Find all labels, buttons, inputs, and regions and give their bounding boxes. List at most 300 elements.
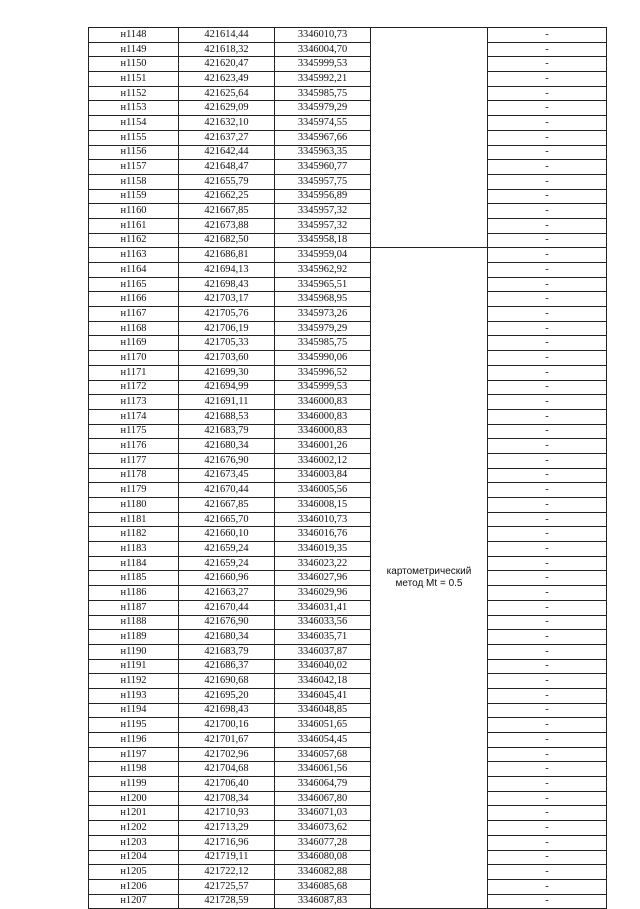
- x-coordinate-cell: 421623,49: [179, 72, 275, 87]
- point-id-cell: н1190: [89, 644, 179, 659]
- x-coordinate-cell: 421659,24: [179, 556, 275, 571]
- point-id-cell: н1163: [89, 248, 179, 263]
- y-coordinate-cell: 3346005,56: [275, 483, 371, 498]
- table-row: [89, 130, 607, 145]
- table-row: [89, 174, 607, 189]
- table-row: [89, 468, 607, 483]
- point-id-cell: н1183: [89, 542, 179, 557]
- point-id-cell: н1170: [89, 351, 179, 366]
- y-coordinate-cell: 3346040,02: [275, 659, 371, 674]
- point-id-cell: н1202: [89, 821, 179, 836]
- table-row: [89, 791, 607, 806]
- x-coordinate-cell: 421719,11: [179, 850, 275, 865]
- accuracy-dash-cell: -: [488, 174, 607, 189]
- point-id-cell: н1161: [89, 218, 179, 233]
- point-id-cell: н1184: [89, 556, 179, 571]
- x-coordinate-cell: 421686,37: [179, 659, 275, 674]
- accuracy-dash-cell: -: [488, 116, 607, 131]
- x-coordinate-cell: 421655,79: [179, 174, 275, 189]
- x-coordinate-cell: 421680,34: [179, 439, 275, 454]
- y-coordinate-cell: 3346002,12: [275, 453, 371, 468]
- accuracy-dash-cell: -: [488, 674, 607, 689]
- x-coordinate-cell: 421705,76: [179, 307, 275, 322]
- y-coordinate-cell: 3345979,29: [275, 101, 371, 116]
- table-row: [89, 336, 607, 351]
- x-coordinate-cell: 421680,34: [179, 630, 275, 645]
- y-coordinate-cell: 3346071,03: [275, 806, 371, 821]
- point-id-cell: н1159: [89, 189, 179, 204]
- point-id-cell: н1195: [89, 718, 179, 733]
- point-id-cell: н1206: [89, 879, 179, 894]
- y-coordinate-cell: 3345973,26: [275, 307, 371, 322]
- accuracy-dash-cell: -: [488, 101, 607, 116]
- x-coordinate-cell: 421637,27: [179, 130, 275, 145]
- y-coordinate-cell: 3345965,51: [275, 277, 371, 292]
- x-coordinate-cell: 421618,32: [179, 42, 275, 57]
- x-coordinate-cell: 421670,44: [179, 600, 275, 615]
- y-coordinate-cell: 3345963,35: [275, 145, 371, 160]
- accuracy-dash-cell: -: [488, 204, 607, 219]
- accuracy-dash-cell: -: [488, 28, 607, 43]
- accuracy-dash-cell: -: [488, 439, 607, 454]
- accuracy-dash-cell: -: [488, 527, 607, 542]
- point-id-cell: н1192: [89, 674, 179, 689]
- point-id-cell: н1160: [89, 204, 179, 219]
- accuracy-dash-cell: -: [488, 571, 607, 586]
- x-coordinate-cell: 421708,34: [179, 791, 275, 806]
- y-coordinate-cell: 3346082,88: [275, 865, 371, 880]
- point-id-cell: н1189: [89, 630, 179, 645]
- y-coordinate-cell: 3345979,29: [275, 321, 371, 336]
- x-coordinate-cell: 421725,57: [179, 879, 275, 894]
- y-coordinate-cell: 3346029,96: [275, 586, 371, 601]
- accuracy-dash-cell: -: [488, 380, 607, 395]
- x-coordinate-cell: 421722,12: [179, 865, 275, 880]
- accuracy-dash-cell: -: [488, 365, 607, 380]
- accuracy-dash-cell: -: [488, 468, 607, 483]
- accuracy-dash-cell: -: [488, 395, 607, 410]
- y-coordinate-cell: 3346027,96: [275, 571, 371, 586]
- table-row: [89, 777, 607, 792]
- point-id-cell: н1198: [89, 762, 179, 777]
- table-row: [89, 762, 607, 777]
- table-row: [89, 409, 607, 424]
- table-row: [89, 850, 607, 865]
- x-coordinate-cell: 421713,29: [179, 821, 275, 836]
- table-row: [89, 160, 607, 175]
- point-id-cell: н1157: [89, 160, 179, 175]
- x-coordinate-cell: 421698,43: [179, 703, 275, 718]
- x-coordinate-cell: 421706,40: [179, 777, 275, 792]
- point-id-cell: н1197: [89, 747, 179, 762]
- y-coordinate-cell: 3346051,65: [275, 718, 371, 733]
- point-id-cell: н1194: [89, 703, 179, 718]
- accuracy-dash-cell: -: [488, 615, 607, 630]
- y-coordinate-cell: 3345992,21: [275, 72, 371, 87]
- y-coordinate-cell: 3346087,83: [275, 894, 371, 909]
- table-row: [89, 116, 607, 131]
- x-coordinate-cell: 421700,16: [179, 718, 275, 733]
- y-coordinate-cell: 3345957,75: [275, 174, 371, 189]
- point-id-cell: н1204: [89, 850, 179, 865]
- accuracy-dash-cell: -: [488, 542, 607, 557]
- x-coordinate-cell: 421670,44: [179, 483, 275, 498]
- table-row: [89, 688, 607, 703]
- point-id-cell: н1188: [89, 615, 179, 630]
- y-coordinate-cell: 3346016,76: [275, 527, 371, 542]
- y-coordinate-cell: 3346067,80: [275, 791, 371, 806]
- table-row: [89, 542, 607, 557]
- x-coordinate-cell: 421702,96: [179, 747, 275, 762]
- point-id-cell: н1173: [89, 395, 179, 410]
- point-id-cell: н1164: [89, 263, 179, 278]
- y-coordinate-cell: 3345974,55: [275, 116, 371, 131]
- accuracy-dash-cell: -: [488, 483, 607, 498]
- accuracy-dash-cell: -: [488, 630, 607, 645]
- table-row: [89, 527, 607, 542]
- y-coordinate-cell: 3345985,75: [275, 86, 371, 101]
- table-row: [89, 277, 607, 292]
- point-id-cell: н1182: [89, 527, 179, 542]
- point-id-cell: н1162: [89, 233, 179, 248]
- x-coordinate-cell: 421673,45: [179, 468, 275, 483]
- table-row: [89, 101, 607, 116]
- accuracy-dash-cell: -: [488, 277, 607, 292]
- x-coordinate-cell: 421710,93: [179, 806, 275, 821]
- y-coordinate-cell: 3346057,68: [275, 747, 371, 762]
- table-row: [89, 218, 607, 233]
- accuracy-dash-cell: -: [488, 821, 607, 836]
- table-row: [89, 879, 607, 894]
- table-row: [89, 674, 607, 689]
- point-id-cell: н1168: [89, 321, 179, 336]
- table-row: [89, 586, 607, 601]
- point-id-cell: н1152: [89, 86, 179, 101]
- table-row: [89, 498, 607, 513]
- x-coordinate-cell: 421663,27: [179, 586, 275, 601]
- y-coordinate-cell: 3346048,85: [275, 703, 371, 718]
- table-row: [89, 57, 607, 72]
- y-coordinate-cell: 3345990,06: [275, 351, 371, 366]
- x-coordinate-cell: 421694,99: [179, 380, 275, 395]
- accuracy-dash-cell: -: [488, 424, 607, 439]
- y-coordinate-cell: 3346064,79: [275, 777, 371, 792]
- x-coordinate-cell: 421716,96: [179, 835, 275, 850]
- x-coordinate-cell: 421704,68: [179, 762, 275, 777]
- table-row: [89, 321, 607, 336]
- table-row: [89, 483, 607, 498]
- y-coordinate-cell: 3346045,41: [275, 688, 371, 703]
- y-coordinate-cell: 3346037,87: [275, 644, 371, 659]
- point-id-cell: н1191: [89, 659, 179, 674]
- table-row: [89, 248, 607, 263]
- table-row: [89, 835, 607, 850]
- accuracy-dash-cell: -: [488, 600, 607, 615]
- table-row: [89, 615, 607, 630]
- x-coordinate-cell: 421683,79: [179, 644, 275, 659]
- accuracy-dash-cell: -: [488, 130, 607, 145]
- point-id-cell: н1199: [89, 777, 179, 792]
- table-row: [89, 600, 607, 615]
- table-row: [89, 351, 607, 366]
- table-row: [89, 512, 607, 527]
- coordinates-table: [88, 27, 607, 909]
- x-coordinate-cell: 421625,64: [179, 86, 275, 101]
- x-coordinate-cell: 421614,44: [179, 28, 275, 43]
- table-row: [89, 424, 607, 439]
- table-row: [89, 292, 607, 307]
- table-row: [89, 365, 607, 380]
- point-id-cell: н1155: [89, 130, 179, 145]
- y-coordinate-cell: 3345999,53: [275, 57, 371, 72]
- x-coordinate-cell: 421629,09: [179, 101, 275, 116]
- point-id-cell: н1174: [89, 409, 179, 424]
- point-id-cell: н1185: [89, 571, 179, 586]
- y-coordinate-cell: 3346010,73: [275, 28, 371, 43]
- y-coordinate-cell: 3346010,73: [275, 512, 371, 527]
- point-id-cell: н1150: [89, 57, 179, 72]
- table-row: [89, 556, 607, 571]
- x-coordinate-cell: 421660,96: [179, 571, 275, 586]
- accuracy-dash-cell: -: [488, 556, 607, 571]
- x-coordinate-cell: 421642,44: [179, 145, 275, 160]
- y-coordinate-cell: 3345967,66: [275, 130, 371, 145]
- table-row: [89, 72, 607, 87]
- point-id-cell: н1153: [89, 101, 179, 116]
- table-row: [89, 189, 607, 204]
- table-row: [89, 644, 607, 659]
- table-row: [89, 395, 607, 410]
- point-id-cell: н1178: [89, 468, 179, 483]
- x-coordinate-cell: 421659,24: [179, 542, 275, 557]
- x-coordinate-cell: 421660,10: [179, 527, 275, 542]
- method-cell: [371, 28, 488, 248]
- x-coordinate-cell: 421648,47: [179, 160, 275, 175]
- accuracy-dash-cell: -: [488, 865, 607, 880]
- x-coordinate-cell: 421698,43: [179, 277, 275, 292]
- table-row: [89, 718, 607, 733]
- accuracy-dash-cell: -: [488, 263, 607, 278]
- accuracy-dash-cell: -: [488, 791, 607, 806]
- y-coordinate-cell: 3346035,71: [275, 630, 371, 645]
- accuracy-dash-cell: -: [488, 777, 607, 792]
- accuracy-dash-cell: -: [488, 292, 607, 307]
- table-row: [89, 28, 607, 43]
- accuracy-dash-cell: -: [488, 512, 607, 527]
- table-row: [89, 439, 607, 454]
- accuracy-dash-cell: -: [488, 72, 607, 87]
- y-coordinate-cell: 3345958,18: [275, 233, 371, 248]
- point-id-cell: н1176: [89, 439, 179, 454]
- y-coordinate-cell: 3346042,18: [275, 674, 371, 689]
- accuracy-dash-cell: -: [488, 762, 607, 777]
- table-row: [89, 263, 607, 278]
- point-id-cell: н1171: [89, 365, 179, 380]
- table-row: [89, 747, 607, 762]
- x-coordinate-cell: 421695,20: [179, 688, 275, 703]
- point-id-cell: н1205: [89, 865, 179, 880]
- accuracy-dash-cell: -: [488, 86, 607, 101]
- x-coordinate-cell: 421690,68: [179, 674, 275, 689]
- accuracy-dash-cell: -: [488, 409, 607, 424]
- y-coordinate-cell: 3346008,15: [275, 498, 371, 513]
- x-coordinate-cell: 421676,90: [179, 453, 275, 468]
- coordinates-table-body: [89, 28, 607, 909]
- x-coordinate-cell: 421699,30: [179, 365, 275, 380]
- table-row: [89, 453, 607, 468]
- accuracy-dash-cell: -: [488, 718, 607, 733]
- x-coordinate-cell: 421676,90: [179, 615, 275, 630]
- x-coordinate-cell: 421706,19: [179, 321, 275, 336]
- point-id-cell: н1207: [89, 894, 179, 909]
- accuracy-dash-cell: -: [488, 498, 607, 513]
- point-id-cell: н1179: [89, 483, 179, 498]
- point-id-cell: н1177: [89, 453, 179, 468]
- y-coordinate-cell: 3346080,08: [275, 850, 371, 865]
- accuracy-dash-cell: -: [488, 57, 607, 72]
- accuracy-dash-cell: -: [488, 351, 607, 366]
- x-coordinate-cell: 421694,13: [179, 263, 275, 278]
- x-coordinate-cell: 421667,85: [179, 498, 275, 513]
- y-coordinate-cell: 3346001,26: [275, 439, 371, 454]
- accuracy-dash-cell: -: [488, 747, 607, 762]
- y-coordinate-cell: 3346033,56: [275, 615, 371, 630]
- accuracy-dash-cell: -: [488, 879, 607, 894]
- table-row: [89, 86, 607, 101]
- accuracy-dash-cell: -: [488, 160, 607, 175]
- accuracy-dash-cell: -: [488, 688, 607, 703]
- x-coordinate-cell: 421703,60: [179, 351, 275, 366]
- point-id-cell: н1167: [89, 307, 179, 322]
- x-coordinate-cell: 421705,33: [179, 336, 275, 351]
- table-row: [89, 821, 607, 836]
- table-row: [89, 42, 607, 57]
- accuracy-dash-cell: -: [488, 850, 607, 865]
- point-id-cell: н1166: [89, 292, 179, 307]
- accuracy-dash-cell: -: [488, 644, 607, 659]
- x-coordinate-cell: 421703,17: [179, 292, 275, 307]
- point-id-cell: н1180: [89, 498, 179, 513]
- x-coordinate-cell: 421683,79: [179, 424, 275, 439]
- table-row: [89, 865, 607, 880]
- y-coordinate-cell: 3345985,75: [275, 336, 371, 351]
- y-coordinate-cell: 3346000,83: [275, 409, 371, 424]
- accuracy-dash-cell: -: [488, 733, 607, 748]
- y-coordinate-cell: 3346000,83: [275, 395, 371, 410]
- point-id-cell: н1151: [89, 72, 179, 87]
- point-id-cell: н1196: [89, 733, 179, 748]
- x-coordinate-cell: 421632,10: [179, 116, 275, 131]
- x-coordinate-cell: 421662,25: [179, 189, 275, 204]
- point-id-cell: н1149: [89, 42, 179, 57]
- point-id-cell: н1169: [89, 336, 179, 351]
- y-coordinate-cell: 3346023,22: [275, 556, 371, 571]
- accuracy-dash-cell: -: [488, 659, 607, 674]
- table-row: [89, 659, 607, 674]
- y-coordinate-cell: 3346019,35: [275, 542, 371, 557]
- x-coordinate-cell: 421673,88: [179, 218, 275, 233]
- table-row: [89, 806, 607, 821]
- point-id-cell: н1186: [89, 586, 179, 601]
- point-id-cell: н1187: [89, 600, 179, 615]
- x-coordinate-cell: 421620,47: [179, 57, 275, 72]
- y-coordinate-cell: 3346004,70: [275, 42, 371, 57]
- point-id-cell: н1200: [89, 791, 179, 806]
- y-coordinate-cell: 3346085,68: [275, 879, 371, 894]
- table-row: [89, 571, 607, 586]
- point-id-cell: н1148: [89, 28, 179, 43]
- accuracy-dash-cell: -: [488, 894, 607, 909]
- y-coordinate-cell: 3346003,84: [275, 468, 371, 483]
- y-coordinate-cell: 3346054,45: [275, 733, 371, 748]
- y-coordinate-cell: 3345957,32: [275, 218, 371, 233]
- y-coordinate-cell: 3345956,89: [275, 189, 371, 204]
- table-row: [89, 145, 607, 160]
- point-id-cell: н1175: [89, 424, 179, 439]
- accuracy-dash-cell: -: [488, 703, 607, 718]
- y-coordinate-cell: 3346000,83: [275, 424, 371, 439]
- x-coordinate-cell: 421691,11: [179, 395, 275, 410]
- point-id-cell: н1158: [89, 174, 179, 189]
- table-row: [89, 380, 607, 395]
- point-id-cell: н1165: [89, 277, 179, 292]
- point-id-cell: н1193: [89, 688, 179, 703]
- accuracy-dash-cell: -: [488, 806, 607, 821]
- y-coordinate-cell: 3346031,41: [275, 600, 371, 615]
- y-coordinate-cell: 3345999,53: [275, 380, 371, 395]
- table-row: [89, 204, 607, 219]
- point-id-cell: н1181: [89, 512, 179, 527]
- accuracy-dash-cell: -: [488, 248, 607, 263]
- y-coordinate-cell: 3346073,62: [275, 821, 371, 836]
- y-coordinate-cell: 3345996,52: [275, 365, 371, 380]
- table-row: [89, 630, 607, 645]
- table-row: [89, 307, 607, 322]
- point-id-cell: н1156: [89, 145, 179, 160]
- y-coordinate-cell: 3345962,92: [275, 263, 371, 278]
- table-row: [89, 894, 607, 909]
- x-coordinate-cell: 421665,70: [179, 512, 275, 527]
- accuracy-dash-cell: -: [488, 336, 607, 351]
- table-row: [89, 703, 607, 718]
- table-row: [89, 733, 607, 748]
- x-coordinate-cell: 421728,59: [179, 894, 275, 909]
- accuracy-dash-cell: -: [488, 453, 607, 468]
- x-coordinate-cell: 421667,85: [179, 204, 275, 219]
- accuracy-dash-cell: -: [488, 307, 607, 322]
- accuracy-dash-cell: -: [488, 835, 607, 850]
- point-id-cell: н1203: [89, 835, 179, 850]
- x-coordinate-cell: 421682,50: [179, 233, 275, 248]
- accuracy-dash-cell: -: [488, 321, 607, 336]
- y-coordinate-cell: 3346061,56: [275, 762, 371, 777]
- x-coordinate-cell: 421688,53: [179, 409, 275, 424]
- accuracy-dash-cell: -: [488, 218, 607, 233]
- x-coordinate-cell: 421686,81: [179, 248, 275, 263]
- accuracy-dash-cell: -: [488, 145, 607, 160]
- y-coordinate-cell: 3345957,32: [275, 204, 371, 219]
- point-id-cell: н1172: [89, 380, 179, 395]
- y-coordinate-cell: 3346077,28: [275, 835, 371, 850]
- table-row: [89, 233, 607, 248]
- method-cell: картометрический метод Mt = 0.5: [371, 248, 488, 909]
- point-id-cell: н1154: [89, 116, 179, 131]
- x-coordinate-cell: 421701,67: [179, 733, 275, 748]
- y-coordinate-cell: 3345959,04: [275, 248, 371, 263]
- accuracy-dash-cell: -: [488, 42, 607, 57]
- y-coordinate-cell: 3345968,95: [275, 292, 371, 307]
- accuracy-dash-cell: -: [488, 189, 607, 204]
